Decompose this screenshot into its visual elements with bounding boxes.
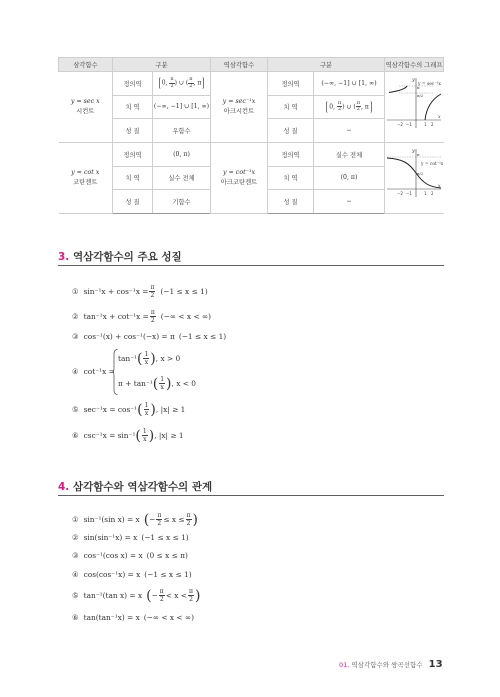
footer-title: 역삼각함수와 쌍곡선함수 bbox=[351, 661, 423, 669]
inverse-function-name: 아크코탄젠트 bbox=[220, 179, 258, 186]
inverse-range-value: 0, $\frac{\pi}{2}$ ) ∪ ( $\frac{\pi}{2}$ , π bbox=[314, 95, 385, 119]
property-lhs: sec⁻¹x = cos⁻¹ bbox=[83, 405, 138, 414]
row-label: 치 역 bbox=[113, 95, 153, 119]
inverse-property-value: − bbox=[314, 119, 385, 143]
property-lhs: cot⁻¹x = bbox=[83, 367, 115, 376]
item-number: ① bbox=[72, 515, 79, 524]
graph-y-label: y bbox=[412, 148, 416, 154]
property-item: ⑤ sec⁻¹x = cos⁻¹ ( $\frac{1}{x}$ ) , |x| ≥ 1 bbox=[72, 401, 186, 418]
graph-pi-label: π bbox=[417, 152, 420, 157]
case-condition: , x < 0 bbox=[171, 379, 196, 388]
trig-property-value: 기함수 bbox=[153, 190, 211, 214]
section-title: 역삼각함수의 주요 성질 bbox=[72, 251, 182, 263]
fraction-denominator: 2 bbox=[186, 520, 191, 527]
header-category: 구분 bbox=[113, 58, 211, 72]
relation-condition: (−∞ < x < ∞) bbox=[143, 613, 195, 622]
fraction-denominator: x bbox=[143, 436, 147, 443]
relation-item bbox=[72, 551, 188, 560]
table-row bbox=[59, 143, 444, 167]
case-function: tan⁻¹ bbox=[118, 354, 137, 363]
row-label: 치 역 bbox=[113, 166, 153, 190]
row-label: 정의역 bbox=[113, 143, 153, 167]
graph-y-label: y bbox=[412, 77, 416, 83]
fraction-numerator: π bbox=[159, 588, 164, 595]
header-category-inverse: 구분 bbox=[268, 58, 385, 72]
inverse-property-value: − bbox=[314, 190, 385, 214]
table-row bbox=[59, 72, 444, 96]
inverse-domain-value: (−∞, −1] ∪ [1, ∞) bbox=[314, 72, 385, 96]
inverse-function-cell bbox=[211, 72, 268, 143]
trig-range-value: (−∞, −1] ∪ [1, ∞) bbox=[153, 95, 211, 119]
fraction-denominator: x bbox=[144, 359, 149, 366]
item-number: ① bbox=[72, 287, 79, 296]
fraction-numerator: π bbox=[157, 512, 162, 519]
item-number: ③ bbox=[72, 332, 79, 341]
section-number: 4. bbox=[58, 481, 70, 493]
trig-range-value: 실수 전체 bbox=[153, 166, 211, 190]
graph-tick: 1 bbox=[424, 122, 427, 127]
trig-function: y = cot x bbox=[71, 169, 100, 176]
relation-expression: sin(sin⁻¹x) = x bbox=[83, 533, 138, 542]
row-label: 성 질 bbox=[268, 190, 314, 214]
arcsec-graph bbox=[385, 72, 443, 140]
relation-expression: cos⁻¹(cos x) = x bbox=[83, 551, 143, 560]
arccot-graph bbox=[385, 143, 443, 211]
relation-expression: tan⁻¹(tan x) = x bbox=[83, 591, 143, 600]
relation-item: ① sin⁻¹(sin x) = x ( − $\frac{\pi}{2}$ ≤ x ≤ $\frac{\pi}{2}$ ) bbox=[72, 511, 198, 528]
graph-tick: −1 bbox=[406, 191, 413, 196]
inverse-function: y = sec⁻¹x bbox=[222, 98, 256, 105]
property-condition: (−1 ≤ x ≤ 1) bbox=[160, 287, 208, 296]
row-label: 정의역 bbox=[268, 143, 314, 167]
trig-function: y = sec x bbox=[70, 98, 100, 105]
relation-expression: tan(tan⁻¹x) = x bbox=[83, 613, 140, 622]
graph-pi-half-label: π/2 bbox=[417, 93, 424, 98]
relation-expression: sin⁻¹(sin x) = x bbox=[83, 515, 140, 524]
fraction-numerator: π bbox=[150, 284, 155, 291]
piecewise-case: π + tan⁻¹ ( $\frac{1}{x}$ ) , x < 0 bbox=[118, 375, 196, 392]
fraction-numerator: π bbox=[186, 512, 191, 519]
property-item bbox=[72, 284, 208, 299]
table-header-row bbox=[59, 58, 444, 72]
function-comparison-table bbox=[58, 57, 444, 214]
item-number: ④ bbox=[72, 570, 79, 579]
fraction-numerator: π bbox=[189, 588, 193, 595]
item-number: ⑥ bbox=[72, 431, 79, 440]
case-condition: , x > 0 bbox=[155, 354, 181, 363]
trig-function-cell bbox=[59, 143, 113, 214]
property-lhs: sin⁻¹x + cos⁻¹x = bbox=[83, 287, 149, 296]
item-number: ② bbox=[72, 533, 79, 542]
property-condition: , |x| ≥ 1 bbox=[154, 431, 184, 440]
section-heading bbox=[58, 250, 444, 266]
condition-middle: ≤ x ≤ bbox=[163, 515, 185, 524]
relation-item bbox=[72, 613, 194, 622]
graph-tick: 1 bbox=[424, 191, 427, 196]
property-lhs: csc⁻¹x = sin⁻¹ bbox=[83, 431, 136, 440]
fraction-denominator: 2 bbox=[150, 292, 155, 299]
property-item bbox=[72, 332, 226, 341]
graph-pi-label: π bbox=[417, 85, 420, 90]
property-item bbox=[72, 309, 211, 324]
fraction-denominator: x bbox=[160, 384, 164, 391]
inverse-domain-value: 실수 전체 bbox=[314, 143, 385, 167]
item-number: ④ bbox=[72, 367, 79, 376]
row-label: 치 역 bbox=[268, 166, 314, 190]
page-footer bbox=[339, 659, 443, 670]
property-condition: , |x| ≥ 1 bbox=[155, 405, 186, 414]
relation-expression: cos(cos⁻¹x) = x bbox=[83, 570, 141, 579]
graph-tick: −1 bbox=[406, 122, 413, 127]
item-number: ⑤ bbox=[72, 591, 79, 600]
condition-sign: − bbox=[149, 515, 156, 524]
row-label: 정의역 bbox=[113, 72, 153, 96]
row-label: 성 질 bbox=[268, 119, 314, 143]
fraction-numerator: 1 bbox=[144, 402, 149, 409]
graph-tick: −2 bbox=[397, 191, 404, 196]
case-function: π + tan⁻¹ bbox=[118, 379, 153, 388]
item-number: ③ bbox=[72, 551, 79, 560]
graph-x-label: x bbox=[438, 115, 441, 120]
property-item: ⑥ csc⁻¹x = sin⁻¹ ( $\frac{1}{x}$ ) , |x| ≥ 1 bbox=[72, 427, 184, 444]
trig-function-name: 코탄젠트 bbox=[73, 179, 98, 186]
inverse-function: y = cot⁻¹x bbox=[222, 169, 256, 176]
row-label: 치 역 bbox=[268, 95, 314, 119]
graph-tick: 2 bbox=[431, 122, 434, 127]
graph-curve-label: y = sec⁻¹x bbox=[418, 82, 442, 87]
trig-function-cell bbox=[59, 72, 113, 143]
property-item bbox=[72, 367, 115, 376]
fraction-denominator: 2 bbox=[150, 317, 155, 324]
fraction-denominator: x bbox=[144, 410, 149, 417]
footer-chapter: 01. bbox=[339, 661, 350, 669]
piecewise-case: tan⁻¹ ( $\frac{1}{x}$ ) , x > 0 bbox=[118, 350, 181, 367]
section-number: 3. bbox=[58, 251, 70, 263]
relation-item bbox=[72, 570, 192, 579]
relation-condition: (−1 ≤ x ≤ 1) bbox=[144, 570, 192, 579]
property-condition: (−∞ < x < ∞) bbox=[160, 312, 212, 321]
item-number: ⑤ bbox=[72, 405, 79, 414]
row-label: 정의역 bbox=[268, 72, 314, 96]
fraction-denominator: 2 bbox=[159, 596, 164, 603]
row-label: 성 질 bbox=[113, 119, 153, 143]
trig-domain-value: 0, $\frac{\pi}{2}$ ) ∪ ( $\frac{\pi}{2}$ , π bbox=[153, 72, 211, 96]
graph-cell bbox=[385, 143, 444, 214]
fraction-numerator: π bbox=[150, 309, 155, 316]
relation-item bbox=[72, 533, 189, 542]
graph-tick: 2 bbox=[431, 191, 434, 196]
graph-curve-label: y = cot⁻¹x bbox=[421, 162, 444, 167]
fraction-numerator: 1 bbox=[160, 376, 165, 383]
condition-middle: < x < bbox=[165, 591, 188, 600]
inverse-function-name: 아크시컨트 bbox=[223, 108, 255, 115]
fraction-numerator: 1 bbox=[144, 351, 149, 358]
header-inverse-graph: 역삼각함수의 그래프 bbox=[385, 58, 444, 72]
relation-condition: (0 ≤ x ≤ π) bbox=[146, 551, 188, 560]
graph-tick: −2 bbox=[397, 122, 404, 127]
graph-cell bbox=[385, 72, 444, 143]
property-lhs: cos⁻¹(x) + cos⁻¹(−x) = π bbox=[83, 332, 175, 341]
inverse-function-cell bbox=[211, 143, 268, 214]
header-trig-function: 삼각함수 bbox=[59, 58, 113, 72]
relation-condition: (−1 ≤ x ≤ 1) bbox=[141, 533, 189, 542]
fraction-numerator: 1 bbox=[142, 428, 147, 435]
section-heading bbox=[58, 480, 444, 496]
property-lhs: tan⁻¹x + cot⁻¹x = bbox=[83, 312, 149, 321]
header-inverse-function: 역삼각함수 bbox=[211, 58, 268, 72]
graph-x-label: x bbox=[438, 184, 441, 189]
property-condition: (−1 ≤ x ≤ 1) bbox=[178, 332, 227, 341]
item-number: ⑥ bbox=[72, 613, 79, 622]
trig-property-value: 우함수 bbox=[153, 119, 211, 143]
row-label: 성 질 bbox=[113, 190, 153, 214]
fraction-denominator: 2 bbox=[189, 596, 193, 603]
item-number: ② bbox=[72, 312, 79, 321]
trig-function-name: 시컨트 bbox=[76, 108, 95, 115]
condition-sign: − bbox=[151, 591, 158, 600]
inverse-range-value: (0, π) bbox=[314, 166, 385, 190]
section-title: 삼각함수와 역삼각함수의 관계 bbox=[72, 481, 213, 493]
page-number: 13 bbox=[428, 659, 443, 670]
relation-item: ⑤ tan⁻¹(tan x) = x ( − $\frac{\pi}{2}$ < x < $\frac{\pi}{2}$ ) bbox=[72, 587, 201, 604]
graph-pi-half-label: π/2 bbox=[417, 171, 424, 176]
fraction-denominator: 2 bbox=[157, 520, 162, 527]
trig-domain-value: (0, π) bbox=[153, 143, 211, 167]
